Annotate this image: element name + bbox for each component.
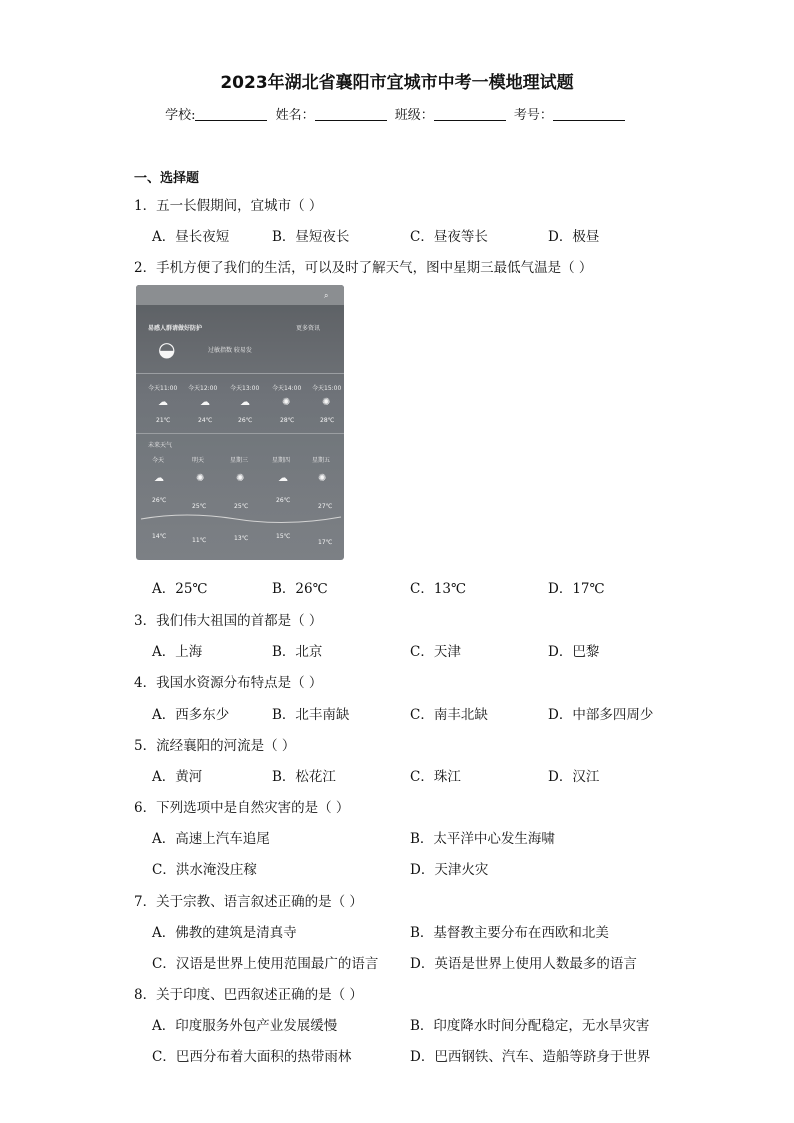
q5-option-c[interactable]: C．珠江: [410, 769, 461, 785]
day-low-2: 11℃: [192, 537, 207, 544]
divider: [136, 373, 344, 374]
q6-option-a[interactable]: A．高速上汽车追尾: [152, 831, 270, 847]
cloud-icon: ☁: [278, 473, 288, 484]
question-8-stem: 8．关于印度、巴西叙述正确的是（ ）: [134, 987, 363, 1003]
hour-time-5: 今天15:00: [312, 385, 342, 392]
q7-option-b[interactable]: B．基督教主要分布在西欧和北美: [410, 925, 609, 941]
name-label: 姓名：: [275, 108, 315, 123]
school-label: 学校:: [165, 108, 196, 123]
q6-option-c[interactable]: C．洪水淹没庄稼: [152, 862, 257, 878]
q3-option-c[interactable]: C．天津: [410, 644, 461, 660]
exam-no-blank[interactable]: [553, 106, 625, 121]
q3-option-d[interactable]: D．巴黎: [548, 644, 600, 660]
banner-more: 更多资讯: [296, 325, 321, 332]
cloud-icon: ☁: [154, 473, 164, 484]
q3-option-b[interactable]: B．北京: [272, 644, 323, 660]
q4-option-a[interactable]: A．西多东少: [152, 707, 230, 723]
sun-icon: ✺: [236, 473, 245, 484]
question-3-stem: 3．我们伟大祖国的首都是（ ）: [134, 613, 323, 629]
hour-time-2: 今天12:00: [188, 385, 218, 392]
q4-option-d[interactable]: D．中部多四周少: [548, 707, 654, 723]
sun-icon: ✺: [196, 473, 205, 484]
q5-option-a[interactable]: A．黄河: [152, 769, 203, 785]
q7-option-d[interactable]: D．英语是世界上使用人数最多的语言: [410, 956, 637, 972]
q2-option-a[interactable]: A．25℃: [152, 581, 208, 597]
weather-app-photo: [136, 285, 344, 560]
day-label-1: 今天: [152, 457, 165, 464]
search-icon: ⌕: [324, 291, 329, 300]
hour-temp-2: 24℃: [198, 417, 213, 424]
sun-icon: ✺: [322, 397, 331, 408]
allergy-hint: 过敏指数 较易发: [208, 347, 252, 354]
hour-time-3: 今天13:00: [230, 385, 260, 392]
q5-option-b[interactable]: B．松花江: [272, 769, 336, 785]
q2-option-d[interactable]: D．17℃: [548, 581, 605, 597]
q8-option-a[interactable]: A．印度服务外包产业发展缓慢: [152, 1018, 338, 1034]
q1-option-d[interactable]: D．极昼: [548, 229, 600, 245]
day-low-3: 13℃: [234, 535, 249, 542]
day-high-2: 25℃: [192, 503, 207, 510]
q5-option-d[interactable]: D．汉江: [548, 769, 600, 785]
class-blank[interactable]: [434, 106, 506, 121]
day-high-4: 26℃: [276, 497, 291, 504]
q6-option-d[interactable]: D．天津火灾: [410, 862, 489, 878]
day-low-1: 14℃: [152, 533, 167, 540]
hour-time-1: 今天11:00: [148, 385, 178, 392]
hour-temp-1: 21℃: [156, 417, 171, 424]
school-blank[interactable]: [195, 106, 267, 121]
mask-icon: ◒: [158, 337, 176, 361]
name-blank[interactable]: [315, 106, 387, 121]
day-high-1: 26℃: [152, 497, 167, 504]
q1-option-a[interactable]: A．昼长夜短: [152, 229, 230, 245]
student-info-line: [0, 104, 794, 123]
hour-temp-5: 28℃: [320, 417, 335, 424]
day-label-3: 星期三: [230, 457, 249, 464]
sun-icon: ✺: [318, 473, 327, 484]
day-label-5: 星期五: [312, 457, 331, 464]
q4-option-b[interactable]: B．北丰南缺: [272, 707, 350, 723]
cloud-icon: ☁: [158, 397, 168, 408]
day-label-2: 明天: [192, 457, 205, 464]
q7-option-c[interactable]: C．汉语是世界上使用范围最广的语言: [152, 956, 379, 972]
banner-text: 易感人群请做好防护: [148, 325, 203, 332]
forecast-title: 未来天气: [148, 442, 173, 449]
q8-option-b[interactable]: B．印度降水时间分配稳定，无水旱灾害: [410, 1018, 650, 1034]
exam-title: 2023年湖北省襄阳市宜城市中考一模地理试题: [220, 73, 574, 93]
q6-option-b[interactable]: B．太平洋中心发生海啸: [410, 831, 555, 847]
exam-no-label: 考号：: [513, 108, 553, 123]
q8-option-c[interactable]: C．巴西分布着大面积的热带雨林: [152, 1049, 352, 1065]
q2-option-c[interactable]: C．13℃: [410, 581, 467, 597]
day-low-4: 15℃: [276, 533, 291, 540]
q4-option-c[interactable]: C．南丰北缺: [410, 707, 488, 723]
divider: [136, 433, 344, 434]
question-7-stem: 7．关于宗教、语言叙述正确的是（ ）: [134, 894, 363, 910]
q1-option-c[interactable]: C．昼夜等长: [410, 229, 488, 245]
question-4-stem: 4．我国水资源分布特点是（ ）: [134, 675, 323, 691]
question-2-stem: 2．手机方便了我们的生活，可以及时了解天气，图中星期三最低气温是（ ）: [134, 260, 593, 276]
day-high-5: 27℃: [318, 503, 333, 510]
question-5-stem: 5．流经襄阳的河流是（ ）: [134, 738, 296, 754]
day-high-3: 25℃: [234, 503, 249, 510]
photo-top-band: [136, 285, 344, 305]
q8-option-d[interactable]: D．巴西钢铁、汽车、造船等跻身于世界: [410, 1049, 651, 1065]
class-label: 班级：: [394, 108, 434, 123]
q1-option-b[interactable]: B．昼短夜长: [272, 229, 350, 245]
section-heading: 一、选择题: [134, 171, 200, 186]
q7-option-a[interactable]: A．佛教的建筑是清真寺: [152, 925, 297, 941]
temperature-curve: [136, 509, 344, 529]
hour-temp-4: 28℃: [280, 417, 295, 424]
hour-time-4: 今天14:00: [272, 385, 302, 392]
cloud-icon: ☁: [240, 397, 250, 408]
question-6-stem: 6．下列选项中是自然灾害的是（ ）: [134, 800, 350, 816]
q3-option-a[interactable]: A．上海: [152, 644, 203, 660]
sun-icon: ✺: [282, 397, 291, 408]
hour-temp-3: 26℃: [238, 417, 253, 424]
question-1-stem: 1．五一长假期间，宜城市（ ）: [134, 198, 323, 214]
cloud-icon: ☁: [200, 397, 210, 408]
day-label-4: 星期四: [272, 457, 291, 464]
q2-option-b[interactable]: B．26℃: [272, 581, 328, 597]
day-low-5: 17℃: [318, 539, 333, 546]
